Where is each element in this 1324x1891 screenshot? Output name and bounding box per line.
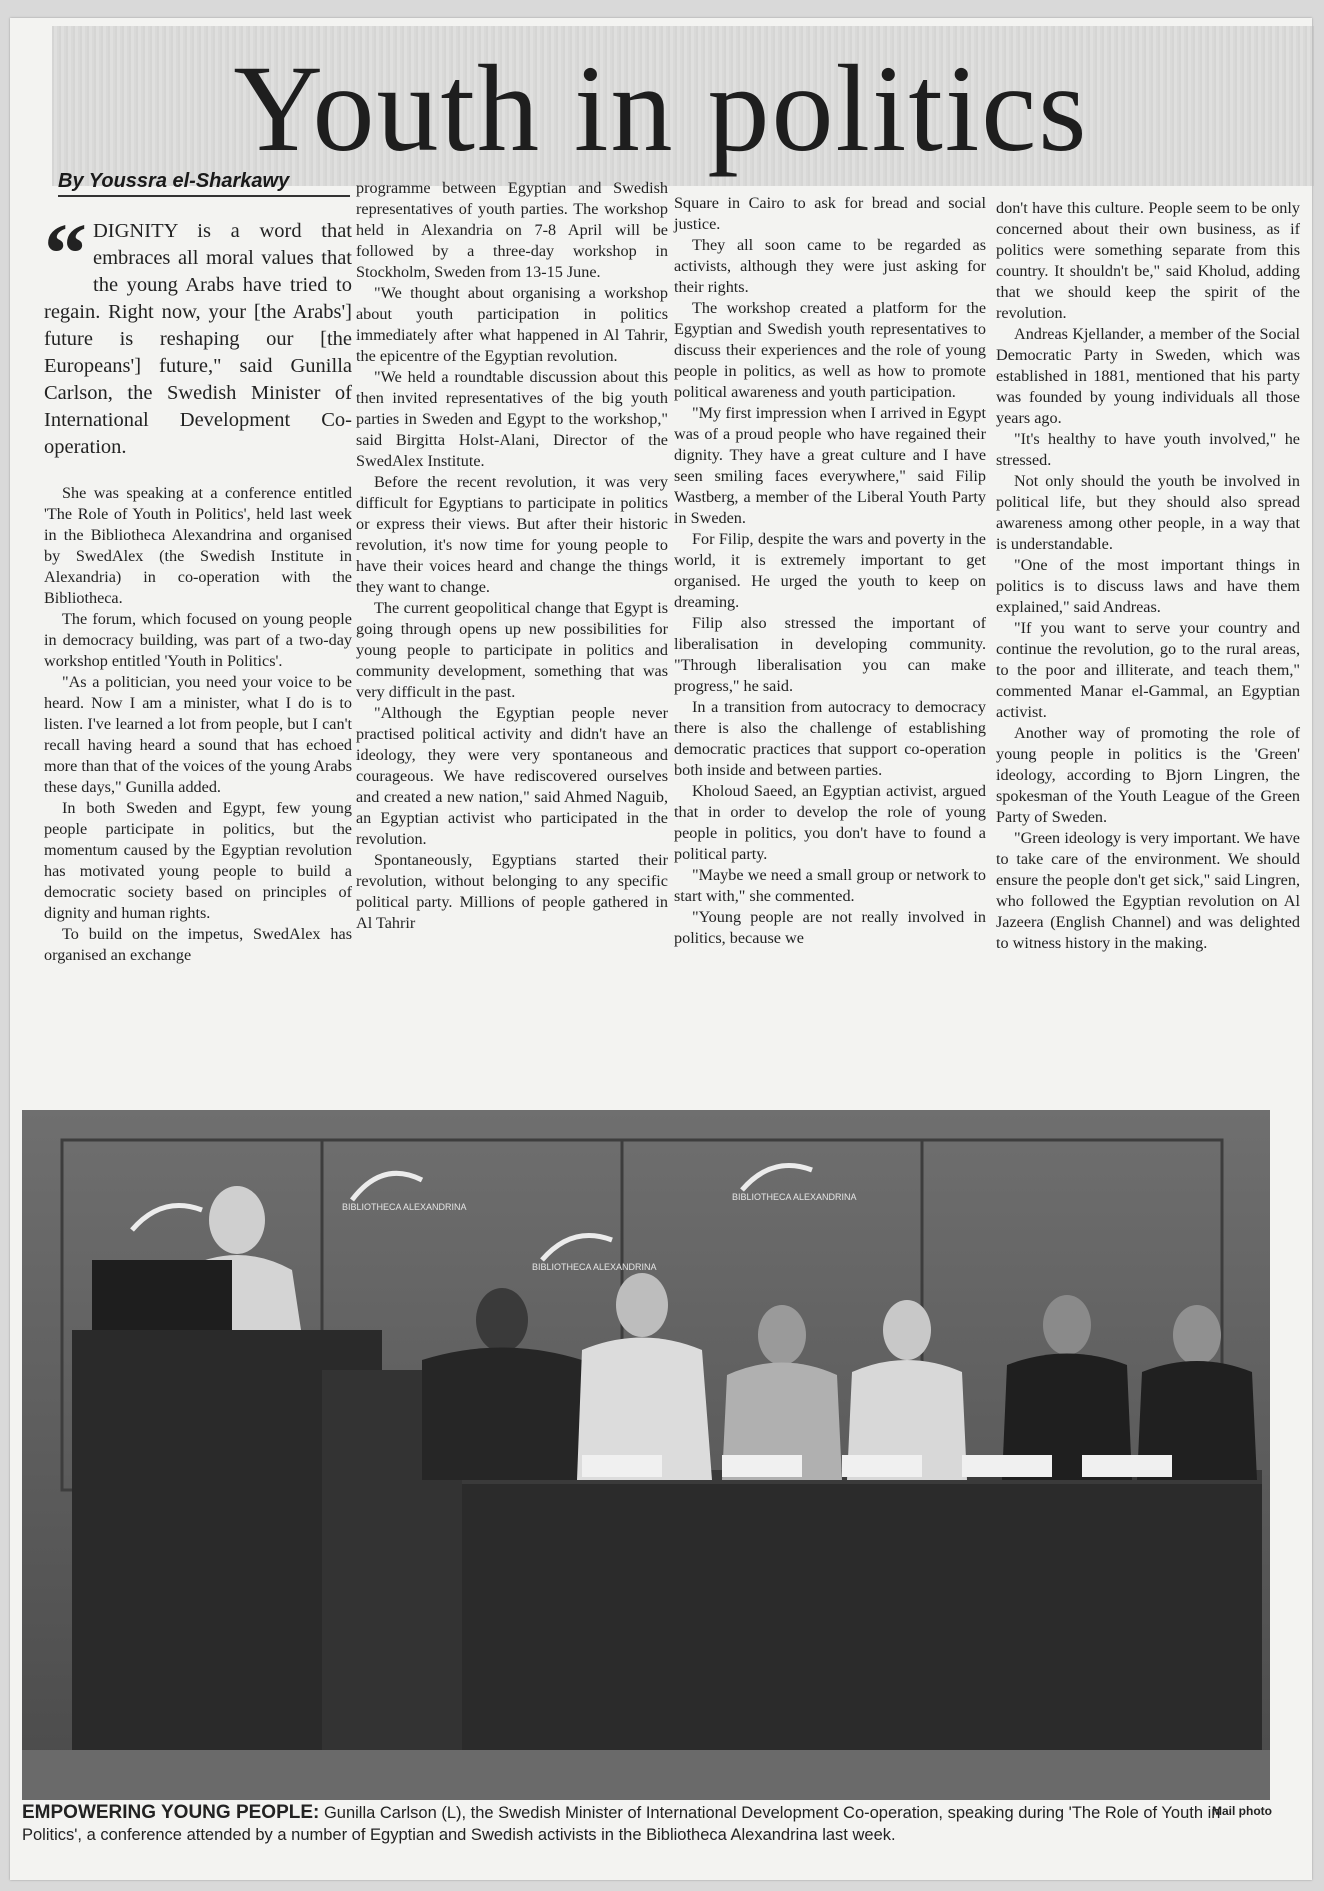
photo-credit: Mail photo — [1212, 1804, 1272, 1818]
paragraph: Another way of promoting the role of young people in politics is the 'Green' ideology, according to Bjorn Lingren, the spokesman of the Youth League of the Green Party of Sweden. — [996, 724, 1300, 826]
laptop — [92, 1260, 232, 1330]
banner-text: BIBLIOTHECA ALEXANDRINA — [732, 1192, 857, 1202]
article-column-1 — [44, 205, 352, 966]
conference-photo — [22, 1110, 1270, 1800]
article-column-3 — [674, 193, 986, 949]
banner-text: BIBLIOTHECA ALEXANDRINA — [532, 1262, 657, 1272]
headline: Youth in politics — [233, 40, 1089, 177]
paragraph: don't have this culture. People seem to be only concerned about their own business, as if politics were something separate from this country. It shouldn't be," said Kholud, adding that we should keep the spirit of the revolution. — [996, 199, 1300, 322]
paragraph: For Filip, despite the wars and poverty in the world, it is extremely important to get organised. He urged the youth to keep on dreaming. — [674, 530, 986, 611]
paragraph: programme between Egyptian and Swedish representatives of youth parties. The workshop held in Alexandria on 7-8 April will be followed by a three-day workshop in Stockholm, Sweden from 13-15 June. — [356, 179, 668, 281]
conference-photo-illustration — [22, 1110, 1270, 1800]
speaker-head — [209, 1186, 265, 1254]
article-column-4 — [996, 198, 1300, 954]
byline: By Youssra el-Sharkawy — [58, 170, 350, 197]
paragraph: "If you want to serve your country and continue the revolution, go to the rural areas, to the poor and illiterate, and teach them," commented Manar el-Gammal, an Egyptian activist. — [996, 619, 1300, 721]
paragraph: To build on the impetus, SwedAlex has organised an exchange — [44, 925, 352, 964]
paragraph: "Green ideology is very important. We have to take care of the environment. We should ensure the people don't get sick," said Lingren, who followed the Egyptian revolution on Al Jazeera (English Channel) and was delighted to witness history in the making. — [996, 829, 1300, 952]
paragraph: "Maybe we need a small group or network to start with," she commented. — [674, 866, 986, 905]
photo-caption — [22, 1802, 1282, 1846]
paragraph: "One of the most important things in politics is to discuss laws and have them explained," said Andreas. — [996, 556, 1300, 616]
paragraph: The current geopolitical change that Egypt is going through opens up new possibilities for young people to participate in politics and community development, something that was very difficult in the past. — [356, 599, 668, 701]
caption-label: EMPOWERING YOUNG PEOPLE: — [22, 1802, 320, 1823]
newspaper-clipping — [10, 18, 1312, 1880]
banner-text: BIBLIOTHECA ALEXANDRINA — [342, 1202, 467, 1212]
paragraph: "My first impression when I arrived in Egypt was of a proud people who have regained their dignity. They have a great culture and I have seen smiling faces everywhere," said Filip Wastberg, a member of the Liberal Youth Party in Sweden. — [674, 404, 986, 527]
paragraph: The workshop created a platform for the Egyptian and Swedish youth representatives to discuss their experiences and the role of young people in politics, as well as how to promote political awareness and youth participation. — [674, 299, 986, 401]
paragraph: Before the recent revolution, it was very difficult for Egyptians to participate in politics or express their views. But after their historic revolution, it's now time for young people to have their voices heard and change the things they want to change. — [356, 473, 668, 596]
paragraph: Kholoud Saeed, an Egyptian activist, argued that in order to develop the role of young people in politics, you don't have to found a political party. — [674, 782, 986, 863]
paragraph: "It's healthy to have youth involved," he stressed. — [996, 430, 1300, 469]
paragraph: "As a politician, you need your voice to be heard. Now I am a minister, what I do is to listen. I've learned a lot from people, but I can't recall having heard a sound that has echoed more than that of the voices of the young Arabs these days," Gunilla added. — [44, 673, 352, 796]
paragraph: In both Sweden and Egypt, few young people participate in politics, but the momentum caused by the Egyptian revolution has motivated young people to build a democratic society based on principles of dignity and human rights. — [44, 799, 352, 922]
panel-table — [462, 1480, 1262, 1750]
paragraph: Not only should the youth be involved in political life, but they should also spread awareness among other people, in a way that is understandable. — [996, 472, 1300, 553]
paragraph: The forum, which focused on young people in democracy building, was part of a two-day workshop entitled 'Youth in Politics'. — [44, 610, 352, 670]
paragraph: Square in Cairo to ask for bread and social justice. — [674, 194, 986, 233]
paragraph: "Although the Egyptian people never practised political activity and didn't have an ideology, they were very spontaneous and courageous. We have rediscovered ourselves and created a new nation," said Ahmed Naguib, an Egyptian activist who participated in the revolution. — [356, 704, 668, 848]
paragraph: "Young people are not really involved in politics, because we — [674, 908, 986, 947]
pull-quote — [44, 205, 352, 461]
caption-text: Gunilla Carlson (L), the Swedish Minister of International Development Co-operation, speaking during 'The Role of Youth in Politics', a conference attended by a number of Egyptian and Swedish activists in the Bibliotheca Alexandrina last week. — [22, 1804, 1221, 1844]
paragraph: She was speaking at a conference entitled 'The Role of Youth in Politics', held last week in the Bibliotheca Alexandrina and organised by SwedAlex (the Swedish Institute in Alexandria) in co-operation with the Bibliotheca. — [44, 484, 352, 607]
paragraph: Filip also stressed the important of liberalisation in developing community. "Through liberalisation you can make progress," he said. — [674, 614, 986, 695]
paragraph: In a transition from autocracy to democracy there is also the challenge of establishing democratic practices that support co-operation both inside and between parties. — [674, 698, 986, 779]
opening-quote-mark: “ — [44, 205, 87, 301]
floor — [22, 1750, 1270, 1800]
paragraph: "We thought about organising a workshop about youth participation in politics immediately after what happened in Al Tahrir, the epicentre of the Egyptian revolution. — [356, 284, 668, 365]
pull-quote-text: DIGNITY is a word that embraces all moral values that the young Arabs have tried to regain. Right now, your [the Arabs'] future is reshaping our [the Europeans'] future," said Gunilla Carlson, the Swedish Minister of International Development Co-operation. — [44, 220, 352, 458]
article-column-2 — [356, 178, 668, 934]
paragraph: They all soon came to be regarded as activists, although they were just asking for their rights. — [674, 236, 986, 296]
paragraph: Spontaneously, Egyptians started their revolution, without belonging to any specific political party. Millions of people gathered in Al Tahrir — [356, 851, 668, 932]
paragraph: Andreas Kjellander, a member of the Social Democratic Party in Sweden, which was established in 1881, mentioned that his party was founded by young individuals all those years ago. — [996, 325, 1300, 427]
paragraph: "We held a roundtable discussion about this then invited representatives of the big youth parties in Sweden and Egypt to the workshop," said Birgitta Holst-Alani, Director of the SwedAlex Institute. — [356, 368, 668, 470]
